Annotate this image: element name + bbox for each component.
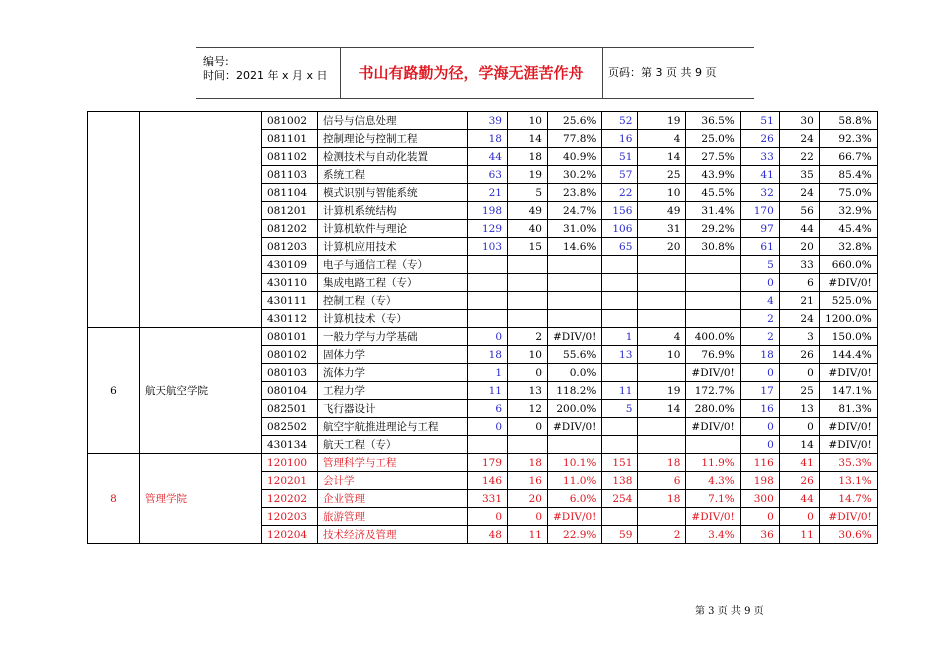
major-name-cell: 管理科学与工程	[318, 454, 468, 472]
major-code-cell: 430112	[262, 310, 318, 328]
value-cell-b3: 27.5%	[686, 148, 740, 166]
major-code-cell: 120202	[262, 490, 318, 508]
value-cell-c3: 75.0%	[819, 184, 877, 202]
value-cell-a2: 19	[508, 166, 548, 184]
value-cell-b1	[602, 310, 638, 328]
page-footer: 第 3 页 共 9 页	[695, 606, 764, 617]
value-cell-b1: 16	[602, 130, 638, 148]
value-cell-a2: 20	[508, 490, 548, 508]
value-cell-c3: 1200.0%	[819, 310, 877, 328]
value-cell-c1: 33	[740, 148, 779, 166]
value-cell-a1: 44	[468, 148, 508, 166]
value-cell-c3: 58.8%	[819, 112, 877, 130]
value-cell-b1: 52	[602, 112, 638, 130]
value-cell-c1: 36	[740, 526, 779, 544]
value-cell-b1	[602, 256, 638, 274]
value-cell-b2: 19	[638, 112, 686, 130]
value-cell-b2: 6	[638, 472, 686, 490]
value-cell-c3: 525.0%	[819, 292, 877, 310]
major-name-cell: 航天工程（专）	[318, 436, 468, 454]
value-cell-b2	[638, 274, 686, 292]
major-code-cell: 080104	[262, 382, 318, 400]
value-cell-a3: 118.2%	[548, 382, 602, 400]
value-cell-c3: #DIV/0!	[819, 364, 877, 382]
value-cell-b1: 254	[602, 490, 638, 508]
value-cell-a3: #DIV/0!	[548, 418, 602, 436]
value-cell-c1: 41	[740, 166, 779, 184]
college-index-cell: 8	[88, 454, 140, 544]
value-cell-b2: 14	[638, 400, 686, 418]
motto: 书山有路勤为径，学海无涯苦作舟	[340, 48, 603, 98]
value-cell-a1: 179	[468, 454, 508, 472]
value-cell-b2: 20	[638, 238, 686, 256]
value-cell-a2: 18	[508, 454, 548, 472]
major-name-cell: 固体力学	[318, 346, 468, 364]
value-cell-c2: 24	[779, 130, 819, 148]
value-cell-c3: 150.0%	[819, 328, 877, 346]
value-cell-b2: 31	[638, 220, 686, 238]
value-cell-b3	[686, 436, 740, 454]
value-cell-a1: 48	[468, 526, 508, 544]
college-name-cell	[140, 112, 262, 328]
major-code-cell: 080101	[262, 328, 318, 346]
value-cell-a3: 40.9%	[548, 148, 602, 166]
major-name-cell: 计算机软件与理论	[318, 220, 468, 238]
value-cell-a2: 11	[508, 526, 548, 544]
value-cell-c2: 11	[779, 526, 819, 544]
value-cell-a1: 18	[468, 130, 508, 148]
major-code-cell: 120100	[262, 454, 318, 472]
value-cell-c2: 24	[779, 310, 819, 328]
value-cell-c2: 22	[779, 148, 819, 166]
value-cell-a3: 23.8%	[548, 184, 602, 202]
major-name-cell: 电子与通信工程（专）	[318, 256, 468, 274]
value-cell-a1: 0	[468, 508, 508, 526]
value-cell-b1: 1	[602, 328, 638, 346]
value-cell-c2: 56	[779, 202, 819, 220]
value-cell-c3: 14.7%	[819, 490, 877, 508]
value-cell-c1: 18	[740, 346, 779, 364]
value-cell-a1: 1	[468, 364, 508, 382]
value-cell-c1: 32	[740, 184, 779, 202]
table-row	[88, 112, 878, 130]
value-cell-c1: 0	[740, 418, 779, 436]
major-name-cell: 流体力学	[318, 364, 468, 382]
value-cell-b3: 172.7%	[686, 382, 740, 400]
value-cell-c1: 2	[740, 328, 779, 346]
value-cell-b1: 151	[602, 454, 638, 472]
value-cell-b1: 13	[602, 346, 638, 364]
value-cell-c1: 0	[740, 364, 779, 382]
value-cell-a2: 10	[508, 346, 548, 364]
major-code-cell: 081102	[262, 148, 318, 166]
value-cell-c1: 2	[740, 310, 779, 328]
value-cell-a2	[508, 436, 548, 454]
value-cell-b2	[638, 256, 686, 274]
value-cell-c2: 0	[779, 418, 819, 436]
major-code-cell: 120204	[262, 526, 318, 544]
major-name-cell: 计算机技术（专）	[318, 310, 468, 328]
value-cell-b1: 11	[602, 382, 638, 400]
value-cell-a3	[548, 436, 602, 454]
value-cell-c2: 26	[779, 472, 819, 490]
value-cell-a3: 55.6%	[548, 346, 602, 364]
value-cell-c2: 3	[779, 328, 819, 346]
value-cell-b1	[602, 274, 638, 292]
value-cell-c2: 6	[779, 274, 819, 292]
value-cell-a1	[468, 436, 508, 454]
major-name-cell: 旅游管理	[318, 508, 468, 526]
major-code-cell: 120203	[262, 508, 318, 526]
value-cell-a1: 39	[468, 112, 508, 130]
value-cell-c1: 198	[740, 472, 779, 490]
value-cell-a2: 49	[508, 202, 548, 220]
value-cell-a1: 21	[468, 184, 508, 202]
major-name-cell: 计算机系统结构	[318, 202, 468, 220]
page-header	[196, 47, 754, 99]
value-cell-a3: 14.6%	[548, 238, 602, 256]
major-code-cell: 081103	[262, 166, 318, 184]
value-cell-a3	[548, 310, 602, 328]
value-cell-b1: 5	[602, 400, 638, 418]
major-code-cell: 081101	[262, 130, 318, 148]
number-label: 编号:	[203, 55, 229, 68]
value-cell-b1	[602, 508, 638, 526]
major-name-cell: 会计学	[318, 472, 468, 490]
college-name-cell: 管理学院	[140, 454, 262, 544]
major-code-cell: 430110	[262, 274, 318, 292]
value-cell-c2: 44	[779, 490, 819, 508]
value-cell-c3: 45.4%	[819, 220, 877, 238]
value-cell-a3: 0.0%	[548, 364, 602, 382]
value-cell-b3: 36.5%	[686, 112, 740, 130]
value-cell-a1: 11	[468, 382, 508, 400]
value-cell-a2: 15	[508, 238, 548, 256]
value-cell-b1: 51	[602, 148, 638, 166]
value-cell-a1	[468, 292, 508, 310]
value-cell-b1: 156	[602, 202, 638, 220]
value-cell-a3: 31.0%	[548, 220, 602, 238]
admissions-table	[87, 111, 878, 544]
value-cell-c3: 144.4%	[819, 346, 877, 364]
major-code-cell: 080103	[262, 364, 318, 382]
major-code-cell: 080102	[262, 346, 318, 364]
major-name-cell: 工程力学	[318, 382, 468, 400]
major-code-cell: 081201	[262, 202, 318, 220]
value-cell-c1: 4	[740, 292, 779, 310]
value-cell-b3: 76.9%	[686, 346, 740, 364]
value-cell-a2: 0	[508, 508, 548, 526]
value-cell-c3: 660.0%	[819, 256, 877, 274]
value-cell-c1: 116	[740, 454, 779, 472]
value-cell-a3	[548, 292, 602, 310]
value-cell-c2: 33	[779, 256, 819, 274]
value-cell-a3: 25.6%	[548, 112, 602, 130]
major-code-cell: 081002	[262, 112, 318, 130]
value-cell-b3: 45.5%	[686, 184, 740, 202]
value-cell-a1: 0	[468, 418, 508, 436]
value-cell-b1	[602, 436, 638, 454]
value-cell-c1: 97	[740, 220, 779, 238]
major-name-cell: 信号与信息处理	[318, 112, 468, 130]
value-cell-a3: #DIV/0!	[548, 328, 602, 346]
value-cell-c3: 147.1%	[819, 382, 877, 400]
value-cell-c2: 41	[779, 454, 819, 472]
value-cell-b3: #DIV/0!	[686, 508, 740, 526]
value-cell-c2: 30	[779, 112, 819, 130]
value-cell-b3: 7.1%	[686, 490, 740, 508]
value-cell-a2: 16	[508, 472, 548, 490]
value-cell-a1: 129	[468, 220, 508, 238]
major-name-cell: 控制工程（专）	[318, 292, 468, 310]
value-cell-b2: 2	[638, 526, 686, 544]
value-cell-c1: 5	[740, 256, 779, 274]
value-cell-b2: 19	[638, 382, 686, 400]
value-cell-a2: 2	[508, 328, 548, 346]
value-cell-b1	[602, 292, 638, 310]
value-cell-c3: 81.3%	[819, 400, 877, 418]
value-cell-c1: 170	[740, 202, 779, 220]
value-cell-c3: 13.1%	[819, 472, 877, 490]
value-cell-b3: 43.9%	[686, 166, 740, 184]
value-cell-a3	[548, 274, 602, 292]
value-cell-c2: 25	[779, 382, 819, 400]
page-info: 页码：第 3 页 共 9 页	[608, 66, 717, 79]
college-name-cell: 航天航空学院	[140, 328, 262, 454]
value-cell-c3: #DIV/0!	[819, 436, 877, 454]
major-code-cell: 430109	[262, 256, 318, 274]
major-name-cell: 航空宇航推进理论与工程	[318, 418, 468, 436]
college-index-cell	[88, 112, 140, 328]
value-cell-a2: 40	[508, 220, 548, 238]
major-name-cell: 计算机应用技术	[318, 238, 468, 256]
value-cell-b2: 4	[638, 130, 686, 148]
value-cell-b3: #DIV/0!	[686, 418, 740, 436]
value-cell-a1: 146	[468, 472, 508, 490]
value-cell-a3: #DIV/0!	[548, 508, 602, 526]
value-cell-c2: 14	[779, 436, 819, 454]
value-cell-c2: 13	[779, 400, 819, 418]
value-cell-a2: 10	[508, 112, 548, 130]
time-label: 时间：2021 年 x 月 x 日	[203, 69, 328, 82]
value-cell-c2: 24	[779, 184, 819, 202]
table-row	[88, 454, 878, 472]
major-name-cell: 检测技术与自动化装置	[318, 148, 468, 166]
value-cell-c1: 61	[740, 238, 779, 256]
value-cell-a1: 103	[468, 238, 508, 256]
value-cell-a3: 6.0%	[548, 490, 602, 508]
value-cell-c3: #DIV/0!	[819, 418, 877, 436]
value-cell-c3: 32.9%	[819, 202, 877, 220]
value-cell-a1	[468, 274, 508, 292]
value-cell-a2: 18	[508, 148, 548, 166]
value-cell-b1: 59	[602, 526, 638, 544]
value-cell-c3: 35.3%	[819, 454, 877, 472]
major-name-cell: 技术经济及管理	[318, 526, 468, 544]
value-cell-c1: 26	[740, 130, 779, 148]
value-cell-a2	[508, 274, 548, 292]
value-cell-a2: 5	[508, 184, 548, 202]
value-cell-c2: 20	[779, 238, 819, 256]
major-name-cell: 系统工程	[318, 166, 468, 184]
value-cell-c1: 17	[740, 382, 779, 400]
value-cell-b3	[686, 310, 740, 328]
major-name-cell: 控制理论与控制工程	[318, 130, 468, 148]
value-cell-c1: 0	[740, 274, 779, 292]
value-cell-c2: 35	[779, 166, 819, 184]
value-cell-b1: 65	[602, 238, 638, 256]
value-cell-a3: 200.0%	[548, 400, 602, 418]
value-cell-a2: 14	[508, 130, 548, 148]
table-row	[88, 328, 878, 346]
college-index-cell: 6	[88, 328, 140, 454]
value-cell-b1: 57	[602, 166, 638, 184]
value-cell-a2: 0	[508, 364, 548, 382]
value-cell-a3: 22.9%	[548, 526, 602, 544]
major-code-cell: 120201	[262, 472, 318, 490]
value-cell-c3: #DIV/0!	[819, 508, 877, 526]
value-cell-b2: 10	[638, 184, 686, 202]
major-code-cell: 082501	[262, 400, 318, 418]
value-cell-b1	[602, 364, 638, 382]
value-cell-b3	[686, 274, 740, 292]
value-cell-c3: #DIV/0!	[819, 274, 877, 292]
value-cell-c1: 16	[740, 400, 779, 418]
value-cell-b3	[686, 292, 740, 310]
value-cell-b1	[602, 418, 638, 436]
value-cell-b2: 25	[638, 166, 686, 184]
value-cell-c3: 92.3%	[819, 130, 877, 148]
value-cell-b2	[638, 364, 686, 382]
value-cell-b3: 4.3%	[686, 472, 740, 490]
value-cell-a2: 0	[508, 418, 548, 436]
value-cell-b2: 14	[638, 148, 686, 166]
value-cell-b3: #DIV/0!	[686, 364, 740, 382]
major-name-cell: 一般力学与力学基础	[318, 328, 468, 346]
value-cell-c1: 300	[740, 490, 779, 508]
value-cell-c2: 21	[779, 292, 819, 310]
value-cell-b3	[686, 256, 740, 274]
value-cell-a1: 0	[468, 328, 508, 346]
value-cell-a3	[548, 256, 602, 274]
value-cell-c1: 0	[740, 508, 779, 526]
value-cell-b3: 31.4%	[686, 202, 740, 220]
major-code-cell: 082502	[262, 418, 318, 436]
major-name-cell: 企业管理	[318, 490, 468, 508]
value-cell-a3: 30.2%	[548, 166, 602, 184]
value-cell-a3: 77.8%	[548, 130, 602, 148]
value-cell-c2: 26	[779, 346, 819, 364]
major-code-cell: 081202	[262, 220, 318, 238]
value-cell-b2	[638, 310, 686, 328]
header-meta	[196, 48, 341, 98]
value-cell-a1: 18	[468, 346, 508, 364]
table-body	[88, 112, 878, 544]
value-cell-b2	[638, 292, 686, 310]
major-code-cell: 081203	[262, 238, 318, 256]
value-cell-c1: 51	[740, 112, 779, 130]
value-cell-a2	[508, 256, 548, 274]
value-cell-b2: 49	[638, 202, 686, 220]
value-cell-c3: 66.7%	[819, 148, 877, 166]
value-cell-b2: 4	[638, 328, 686, 346]
value-cell-b3: 280.0%	[686, 400, 740, 418]
major-name-cell: 模式识别与智能系统	[318, 184, 468, 202]
value-cell-a2: 12	[508, 400, 548, 418]
value-cell-c3: 30.6%	[819, 526, 877, 544]
value-cell-b2	[638, 508, 686, 526]
value-cell-c3: 85.4%	[819, 166, 877, 184]
major-name-cell: 集成电路工程（专）	[318, 274, 468, 292]
value-cell-a1	[468, 256, 508, 274]
value-cell-b2: 18	[638, 454, 686, 472]
value-cell-a1: 331	[468, 490, 508, 508]
value-cell-b1: 106	[602, 220, 638, 238]
value-cell-a1	[468, 310, 508, 328]
value-cell-b1: 138	[602, 472, 638, 490]
value-cell-b3: 400.0%	[686, 328, 740, 346]
value-cell-b3: 29.2%	[686, 220, 740, 238]
value-cell-b3: 25.0%	[686, 130, 740, 148]
value-cell-c2: 0	[779, 508, 819, 526]
major-code-cell: 430111	[262, 292, 318, 310]
value-cell-a3: 10.1%	[548, 454, 602, 472]
value-cell-a1: 63	[468, 166, 508, 184]
value-cell-a2	[508, 292, 548, 310]
major-name-cell: 飞行器设计	[318, 400, 468, 418]
value-cell-c3: 32.8%	[819, 238, 877, 256]
value-cell-a1: 198	[468, 202, 508, 220]
major-code-cell: 081104	[262, 184, 318, 202]
value-cell-b3: 11.9%	[686, 454, 740, 472]
value-cell-a2: 13	[508, 382, 548, 400]
value-cell-c2: 44	[779, 220, 819, 238]
value-cell-b1: 22	[602, 184, 638, 202]
value-cell-a2	[508, 310, 548, 328]
value-cell-b3: 3.4%	[686, 526, 740, 544]
value-cell-a3: 11.0%	[548, 472, 602, 490]
value-cell-c2: 0	[779, 364, 819, 382]
value-cell-b2: 18	[638, 490, 686, 508]
value-cell-a1: 6	[468, 400, 508, 418]
value-cell-b2	[638, 418, 686, 436]
value-cell-b2: 10	[638, 346, 686, 364]
value-cell-c1: 0	[740, 436, 779, 454]
value-cell-b2	[638, 436, 686, 454]
value-cell-a3: 24.7%	[548, 202, 602, 220]
value-cell-b3: 30.8%	[686, 238, 740, 256]
major-code-cell: 430134	[262, 436, 318, 454]
